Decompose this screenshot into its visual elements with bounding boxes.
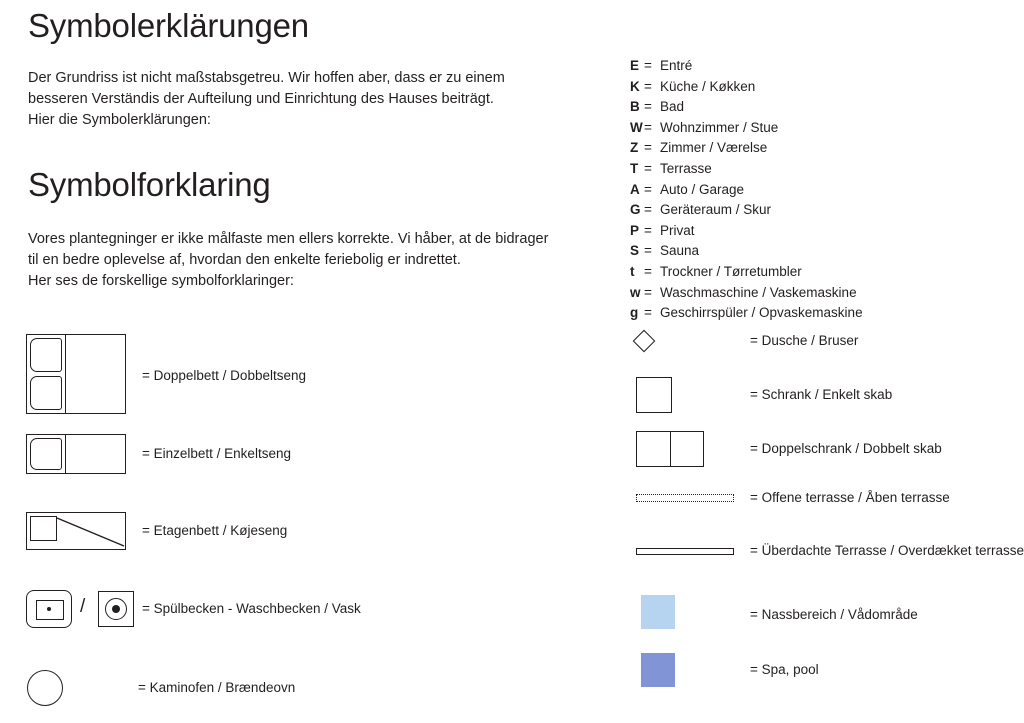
abbr-key: g [630, 305, 639, 321]
abbreviation-row [630, 159, 1010, 180]
bunk-bed-icon [26, 512, 126, 550]
legend-label-wood-stove: = Kaminofen / Brændeovn [138, 680, 296, 695]
single-bed-pillow [30, 438, 62, 470]
abbreviation-row [630, 303, 1010, 324]
legend-label-sink: = Spülbecken - Waschbecken / Vask [142, 601, 361, 616]
abbr-value: Küche / Køkken [660, 78, 756, 94]
abbr-equals: = [644, 78, 652, 94]
bunk-bed-diagonal [27, 513, 125, 549]
sink-basin-icon [26, 590, 72, 628]
intro-de-line-1: Der Grundriss ist nicht maßstabsgetreu. Wir hoffen aber, dass er zu einem [28, 70, 505, 86]
abbreviation-row [630, 200, 1010, 221]
intro-paragraph-da [28, 229, 573, 292]
abbr-equals: = [644, 160, 652, 176]
abbr-equals: = [644, 99, 652, 115]
intro-da-line-3: Her ses de forskellige symbolforklaringer: [28, 273, 294, 289]
sink-drain-dot [47, 607, 51, 611]
abbr-value: Geschirrspüler / Opvaskemaskine [660, 305, 863, 321]
abbreviation-row [630, 221, 1010, 242]
legend-label-single-bed: = Einzelbett / Enkeltseng [142, 446, 291, 461]
intro-paragraph-de [28, 68, 568, 131]
abbreviation-row [630, 180, 1010, 201]
abbr-value: Terrasse [660, 160, 712, 176]
abbreviation-row [630, 97, 1010, 118]
abbreviation-row [630, 77, 1010, 98]
abbreviation-row [630, 262, 1010, 283]
legend-label-bunk-bed: = Etagenbett / Køjeseng [142, 523, 288, 538]
abbreviation-list [630, 56, 1010, 324]
open-terrace-icon [636, 494, 734, 502]
abbr-equals: = [644, 202, 652, 218]
abbr-value: Waschmaschine / Vaskemaskine [660, 284, 857, 300]
abbr-value: Zimmer / Værelse [660, 140, 768, 156]
abbr-equals: = [644, 222, 652, 238]
abbreviation-row [630, 241, 1010, 262]
double-bed-icon [26, 334, 126, 414]
abbr-equals: = [644, 263, 652, 279]
abbr-equals: = [644, 58, 652, 73]
intro-da-line-1: Vores plantegninger er ikke målfaste men ellers korrekte. Vi håber, at de bidrager [28, 231, 549, 247]
abbr-equals: = [644, 305, 652, 321]
legend-label-shower: = Dusche / Bruser [750, 333, 859, 348]
legend-label-spa-pool: = Spa, pool [750, 662, 819, 677]
abbr-key: B [630, 99, 640, 115]
abbr-key: S [630, 243, 640, 259]
spa-pool-swatch-icon [641, 653, 675, 687]
abbr-value: Bad [660, 99, 685, 115]
abbr-key: Z [630, 140, 639, 156]
intro-da-line-2: til en bedre oplevelse af, hvordan den enkelte feriebolig er indrettet. [28, 252, 461, 268]
single-bed-divider [65, 435, 66, 473]
wash-basin-icon [98, 591, 134, 627]
legend-label-open-terrace: = Offene terrasse / Åben terrasse [750, 490, 950, 505]
legend-label-covered-terrace: = Überdachte Terrasse / Overdækket terrasse [750, 543, 1024, 558]
legend-label-double-cabinet: = Doppelschrank / Dobbelt skab [750, 441, 942, 456]
single-bed-icon [26, 434, 126, 474]
abbr-key: P [630, 222, 640, 238]
abbreviation-row [630, 118, 1010, 139]
abbr-key: t [630, 263, 635, 279]
double-cabinet-divider [670, 432, 671, 466]
abbr-value: Trockner / Tørretumbler [660, 263, 802, 279]
abbr-key: w [630, 284, 641, 300]
double-cabinet-icon [636, 431, 704, 467]
abbr-key: K [630, 78, 640, 94]
abbr-value: Geräteraum / Skur [660, 202, 772, 218]
german-intro-block [28, 4, 568, 131]
abbreviation-row [630, 138, 1010, 159]
wood-stove-icon [27, 670, 63, 706]
abbr-value: Wohnzimmer / Stue [660, 119, 779, 135]
abbr-key: T [630, 160, 639, 176]
danish-intro-block [28, 163, 573, 292]
page-title-de: Symbolerklärungen [28, 7, 309, 44]
double-bed-pillow-bottom [30, 376, 62, 410]
abbreviation-row [630, 56, 1010, 77]
single-cabinet-icon [636, 377, 672, 413]
abbr-key: E [630, 58, 640, 73]
abbr-equals: = [644, 140, 652, 156]
abbr-key: A [630, 181, 640, 197]
abbr-equals: = [644, 119, 652, 135]
abbreviation-row [630, 283, 1010, 304]
legend-label-double-bed: = Doppelbett / Dobbeltseng [142, 368, 306, 383]
double-bed-divider [65, 335, 66, 413]
abbr-value: Auto / Garage [660, 181, 745, 197]
abbr-equals: = [644, 284, 652, 300]
legend-label-wet-area: = Nassbereich / Vådområde [750, 607, 918, 622]
legend-label-single-cabinet: = Schrank / Enkelt skab [750, 387, 893, 402]
abbr-value: Privat [660, 222, 695, 238]
covered-terrace-icon [636, 548, 734, 555]
abbr-value: Entré [660, 58, 693, 73]
sink-separator-slash: / [80, 596, 86, 617]
intro-de-line-2: besseren Verständis der Aufteilung und Einrichtung des Hauses beiträgt. [28, 91, 494, 107]
abbr-equals: = [644, 181, 652, 197]
intro-de-line-3: Hier die Symbolerklärungen: [28, 112, 211, 128]
page-title-da: Symbolforklaring [28, 166, 271, 203]
shower-icon [633, 330, 656, 353]
double-bed-pillow-top [30, 338, 62, 372]
wet-area-swatch-icon [641, 595, 675, 629]
wash-basin-drain-dot [112, 605, 120, 613]
abbr-value: Sauna [660, 243, 700, 259]
abbr-key: G [630, 202, 641, 218]
abbr-key: W [630, 119, 643, 135]
abbr-equals: = [644, 243, 652, 259]
